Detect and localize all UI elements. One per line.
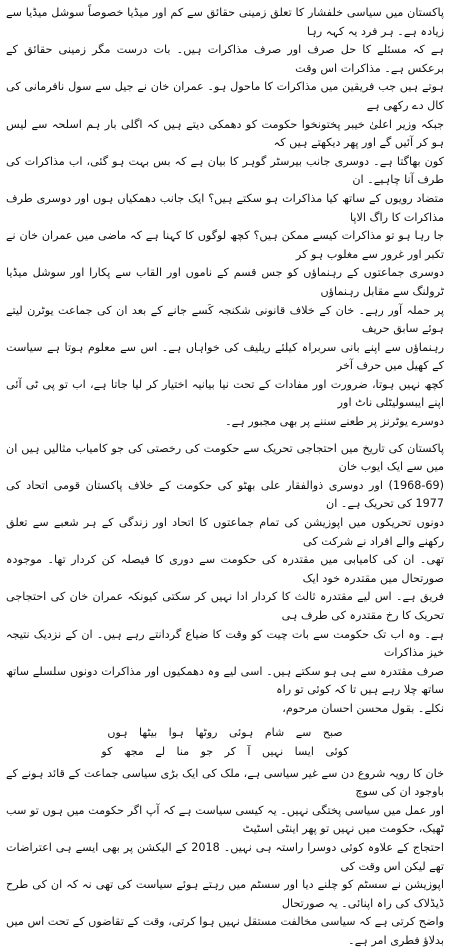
- text-line: اور عمل میں سیاسی پختگی نہیں۔ یہ کیسی سیاست ہے کہ آپ اگر حکومت میں ہوں تو سب ٹھیک، حکومت میں نہیں تو پھر اینٹی اسٹیٹ: [6, 803, 444, 836]
- text-line: احتجاج کے علاوہ کوئی دوسرا راستہ ہی نہیں۔ 2018 کے الیکشن پر بھی ایسے ہی اعتراضات تھے لیکن اس وقت کی: [6, 840, 444, 873]
- text-line: ہے کہ مسئلے کا حل صرف اور صرف مذاکرات ہیں۔ بات درست مگر زمینی حقائق کے برعکس ہے۔ مذاکرات اس وقت: [6, 43, 444, 75]
- text-line: نکلے۔ بقول محسن احسان مرحوم،: [282, 701, 444, 715]
- text-line: دونوں تحریکوں میں اپوزیشن کی تمام جماعتوں کا اتحاد اور زندگی کے ہر شعبے سے تعلق رکھنے والے افراد نے شرکت کی: [6, 516, 444, 548]
- paragraph-gap: [6, 432, 444, 440]
- text-line: جبکہ وزیر اعلیٰ خیبر پختونخوا حکومت کو دھمکی دیتے ہیں کہ اگلی بار ہم اسلحہ سے لیس ہو کر آئیں گے اور پھر دیکھتے ہیں کہ: [6, 117, 444, 150]
- text-line: خان کا رویہ شروع دن سے غیر سیاسی ہے، ملک کی ایک بڑی سیاسی جماعت کے قائد ہونے کے باوجود ان کی سوچ: [6, 766, 444, 799]
- text-line: متضاد رویوں کے ساتھ کیا مذاکرات ہو سکتے ہیں؟ ایک جانب دھمکیاں ہوں اور دوسری طرف مذاکرات کا راگ الاپا: [6, 191, 444, 224]
- text-line: ہوتے ہیں جب فریقین میں مذاکرات کا ماحول ہو۔ عمران خان نے جیل سے سول نافرمانی کی کال دے رکھی ہے: [6, 80, 444, 112]
- text-line: اپوزیشن نے سسٹم کو چلنے دیا اور سسٹم میں رہتے ہوئے سیاست کی تھی نہ کہ ان کی طرح ڈیڈلاک کی راہ اپنائی۔ یہ صورتحال: [6, 878, 444, 910]
- paragraph-3: [6, 765, 444, 951]
- text-line: واضح کرتی ہے کہ سیاسی مخالفت مستقل نہیں ہوا کرتی، وقت کے تقاضوں کے تحت اس میں بدلاؤ فطری امر ہے۔: [6, 915, 444, 947]
- text-line: دوسری جماعتوں کے رہنماؤں کو جس قسم کے ناموں اور القاب سے پکارا اور سوشل میڈیا ٹرولنگ سے مقابل رہنماؤں: [6, 266, 444, 298]
- poem-line: صبح سے شام ہوئی روٹھا ہوا بیٹھا ہوں: [107, 725, 343, 739]
- text-line: دوسرے یوٹرنز پر طعنے سننے پر بھی مجبور ہے۔: [225, 415, 444, 429]
- text-line: صرف مقتدرہ سے ہی ہو سکتے ہیں۔ اسی لیے وہ دھمکیوں اور مذاکرات دونوں سلسلے ساتھ ساتھ چلا رہے ہیں تا کہ کوئی تو راہ: [6, 664, 444, 697]
- text-line: کون بھاگتا ہے۔ دوسری جانب بیرسٹر گوہر کا بیان ہے کہ بس بہت ہو گئی، اب مذاکرات کی طرف آنا چاہیے۔ ان: [6, 154, 444, 187]
- text-line: پاکستان میں سیاسی خلفشار کا تعلق زمینی حقائق سے کم اور میڈیا خصوصاً سوشل میڈیا سے زیادہ ہے۔ ہر فرد یہ کہہ رہا: [6, 6, 444, 38]
- text-line: فریق ہے۔ اس لیے مقتدرہ ثالث کا کردار ادا نہیں کر سکتی کیونکہ عمران خان کی احتجاجی تحریک کا رخ مقتدرہ کی طرف ہی: [6, 590, 444, 622]
- text-line: تھی۔ ان کی کامیابی میں مقتدرہ کی حکومت سے دوری کا فیصلہ کن کردار تھا۔ موجودہ صورتحال میں مقتدرہ خود ایک: [6, 553, 444, 585]
- paragraph-1: [6, 4, 444, 432]
- text-line: ہے۔ وہ اب تک حکومت سے بات چیت کو وقت کا ضیاع گردانتے رہے ہیں۔ ان کے نزدیک نتیجہ خیز مذاکرات: [6, 627, 444, 660]
- poem-line: کوئی ایسا نہیں آ کر جو منا لے مجھ کو: [101, 744, 349, 758]
- text-line: پر حملہ آور رہے۔ خان کے خلاف قانونی شکنجہ کَسے جانے کے بعد ان کی جماعت یوٹرن لیتے ہوئے سابق حریف: [6, 303, 444, 336]
- text-line: رہنماؤں سے اپنے بانی سربراہ کیلئے ریلیف کی خواہاں ہے۔ اس سے معلوم ہوتا ہے سیاست کے کھیل میں حرف آخر: [6, 340, 444, 373]
- text-line: (1968-69) اور دوسری ذوالفقار علی بھٹو کی حکومت کے خلاف پاکستان قومی اتحاد کی 1977 کی تحریک ہے۔ ان: [6, 478, 444, 511]
- poem-couplet: [6, 723, 444, 761]
- paragraph-2: [6, 440, 444, 719]
- text-line: پاکستان کی تاریخ میں احتجاجی تحریک سے حکومت کی رخصتی کی جو کامیاب مثالیں ہیں ان میں سے ایک ایوب خان: [6, 441, 444, 474]
- text-line: کچھ نہیں ہوتا، ضرورت اور مفادات کے تحت نیا بیانیہ اختیار کر لیا جاتا ہے، اب تو پی ٹی آئی اپنے ایبسولیٹلی ناٹ اور: [6, 377, 444, 410]
- text-line: جا رہا ہو تو مذاکرات کیسے ممکن ہیں؟ کچھ لوگوں کا کہنا ہے کہ ماضی میں عمران خان نے تکبر اور غرور سے مغلوب ہو کر: [6, 229, 444, 261]
